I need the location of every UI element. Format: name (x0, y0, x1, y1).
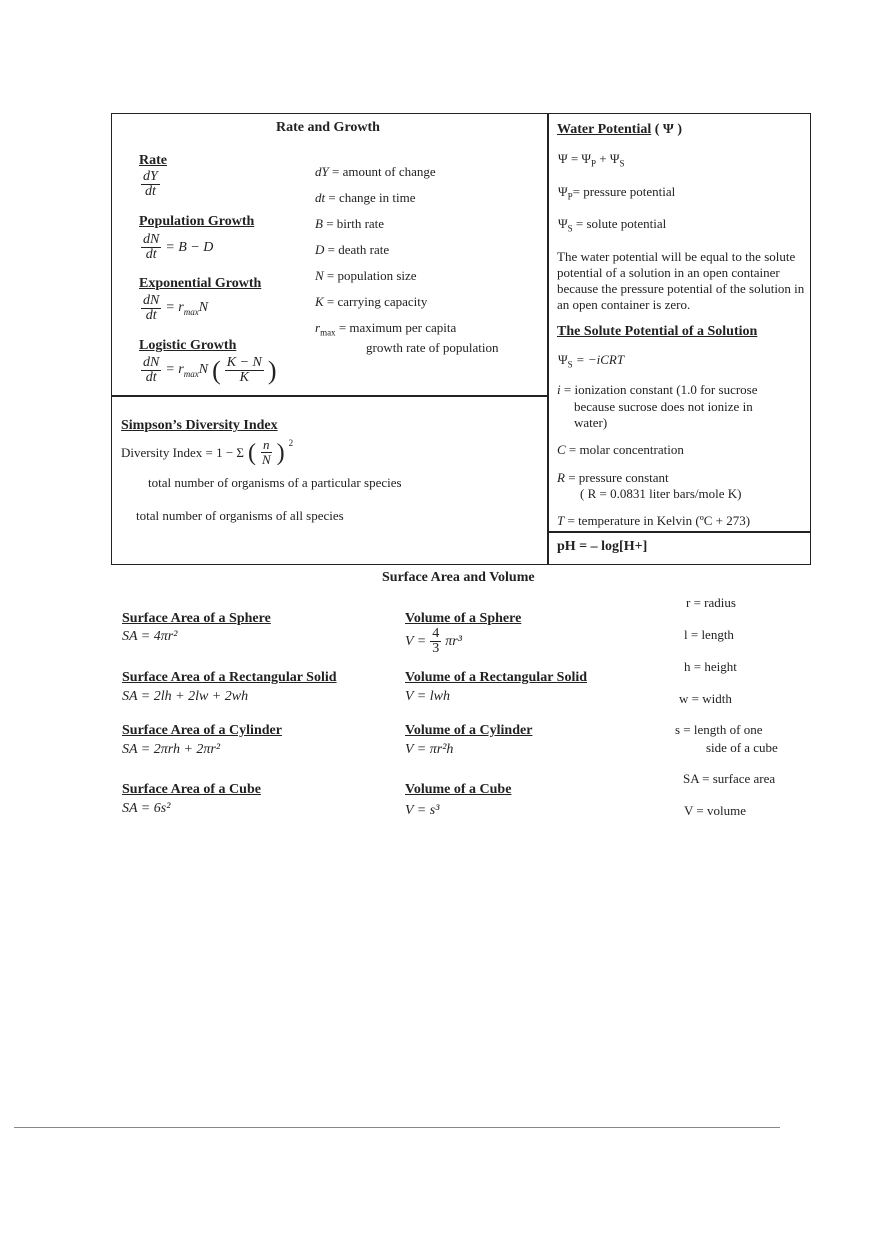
ionization-constant-line3: water) (574, 415, 608, 430)
def-rmax-line2: growth rate of population (366, 340, 499, 355)
log-num: dN (143, 355, 160, 370)
simpson-den: N (261, 452, 271, 467)
water-potential-heading: Water Potential ( Ψ ) (557, 122, 682, 137)
v-rect-eq: V = lwh (405, 689, 450, 704)
exponential-growth-heading: Exponential Growth (139, 276, 262, 291)
pop-rhs: = B − D (165, 239, 214, 255)
exp-num: dN (143, 293, 160, 308)
simpson-formula: Diversity Index = 1 − Σ ( $\frac{n}{N}$ ) $^2$ (121, 437, 294, 467)
population-growth-heading: Population Growth (139, 214, 255, 229)
v-sphere-eq (405, 627, 462, 656)
solute-potential-heading: The Solute Potential of a Solution (557, 324, 758, 339)
sa-cyl-eq: SA = 2πrh + 2πr² (122, 742, 221, 757)
simpson-heading: Simpson’s Diversity Index (121, 418, 278, 433)
logistic-growth-heading: Logistic Growth (139, 338, 237, 353)
def-d: D = death rate (315, 242, 390, 257)
exponential-growth-formula (141, 294, 208, 323)
surface-area-volume-title: Surface Area and Volume (382, 570, 535, 585)
exp-den: dt (145, 308, 157, 323)
def-dt: dt = change in time (315, 190, 416, 205)
v-cyl-heading: Volume of a Cylinder (405, 723, 533, 738)
exp-rhs-pre: = r (165, 300, 184, 316)
log-inner-num: K − N (226, 355, 262, 370)
legend-surface-area: SA = surface area (683, 771, 776, 786)
footer-divider (14, 1127, 780, 1128)
legend-side: s = length of one (675, 722, 763, 737)
v-rect-heading: Volume of a Rectangular Solid (405, 670, 588, 685)
exp-rhs-sub: max (183, 306, 199, 317)
v-sphere-heading: Volume of a Sphere (405, 611, 522, 626)
def-k: K = carrying capacity (315, 294, 428, 309)
v-cyl-eq: V = πr²h (405, 742, 454, 757)
v-sphere-num: 4 (432, 626, 440, 641)
def-rmax: $r_{max}$ = maximum per capita (315, 320, 457, 338)
log-rhs-post: N (198, 362, 209, 378)
sa-rect-eq: SA = 2lh + 2lw + 2wh (122, 689, 249, 704)
molar-concentration-def: C = molar concentration (557, 442, 684, 457)
log-den: dt (145, 370, 157, 385)
def-n: N = population size (315, 268, 417, 283)
sa-rect-heading: Surface Area of a Rectangular Solid (122, 670, 337, 685)
simpson-line1: total number of organisms of a particular species (148, 475, 402, 490)
exp-rhs-post: N (198, 300, 209, 316)
ionization-constant-line2: because sucrose does not ionize in (574, 399, 753, 414)
ph-formula: pH = – log[H+] (557, 539, 648, 554)
v-sphere-post: πr³ (445, 633, 462, 649)
solute-potential-eq: $\Psi_S$ = −iCRT (558, 352, 625, 370)
pressure-potential-def: $\Psi_P=$ pressure potential (558, 184, 676, 202)
legend-width: w = width (679, 691, 732, 706)
v-cube-heading: Volume of a Cube (405, 782, 512, 797)
pressure-constant-def: R = pressure constant (557, 470, 669, 485)
sa-sphere-heading: Surface Area of a Sphere (122, 611, 271, 626)
simpson-num: n (263, 437, 270, 452)
v-sphere-den: 3 (432, 641, 440, 656)
population-growth-formula (141, 233, 213, 262)
logistic-growth-formula: $\frac{dN}{dt}$ = $r_{max}N$ ( $\frac{K - N}{K}$ ) (143, 355, 277, 385)
rate-num: dY (143, 169, 158, 184)
def-b: B = birth rate (315, 216, 385, 231)
legend-length: l = length (684, 627, 734, 642)
water-potential-paragraph: The water potential will be equal to the solute potential of a solution in an open container because the pressure potential of the solution in an open container is zero. (557, 249, 805, 312)
rate-formula (141, 170, 160, 199)
rate-den: dt (144, 184, 156, 199)
pop-den: dt (145, 247, 157, 262)
simpson-line2: total number of organisms of all species (136, 508, 344, 523)
pressure-constant-value: ( R = 0.0831 liter bars/mole K) (580, 486, 742, 501)
pop-num: dN (143, 232, 160, 247)
simpson-formula-pre: Diversity Index = 1 − Σ (121, 444, 244, 460)
legend-height: h = height (684, 659, 737, 674)
log-inner-den: K (239, 370, 249, 385)
def-dy: dY = amount of change (315, 164, 436, 179)
log-rhs-pre: = r (165, 362, 184, 378)
solute-potential-def: $\Psi_S$ = solute potential (558, 216, 667, 234)
sa-cube-heading: Surface Area of a Cube (122, 782, 261, 797)
ionization-constant-def: i = ionization constant (1.0 for sucrose (557, 382, 758, 397)
sa-sphere-eq: SA = 4πr² (122, 629, 178, 644)
sa-cube-eq: SA = 6s² (122, 801, 171, 816)
v-cube-eq: V = s³ (405, 803, 440, 818)
log-rhs-sub: max (183, 368, 199, 379)
rate-growth-title: Rate and Growth (276, 120, 380, 135)
rate-heading: Rate (139, 153, 167, 168)
legend-side-line2: side of a cube (706, 740, 778, 755)
simpson-exp: 2 (288, 438, 294, 448)
sa-cyl-heading: Surface Area of a Cylinder (122, 723, 282, 738)
legend-volume: V = volume (684, 803, 746, 818)
legend-radius: r = radius (686, 595, 736, 610)
temperature-def: T = temperature in Kelvin (ºC + 273) (557, 513, 751, 528)
water-potential-eq: $\Psi = \Psi_P + \Psi_S$ (558, 151, 625, 169)
v-sphere-pre: V = (405, 633, 427, 649)
